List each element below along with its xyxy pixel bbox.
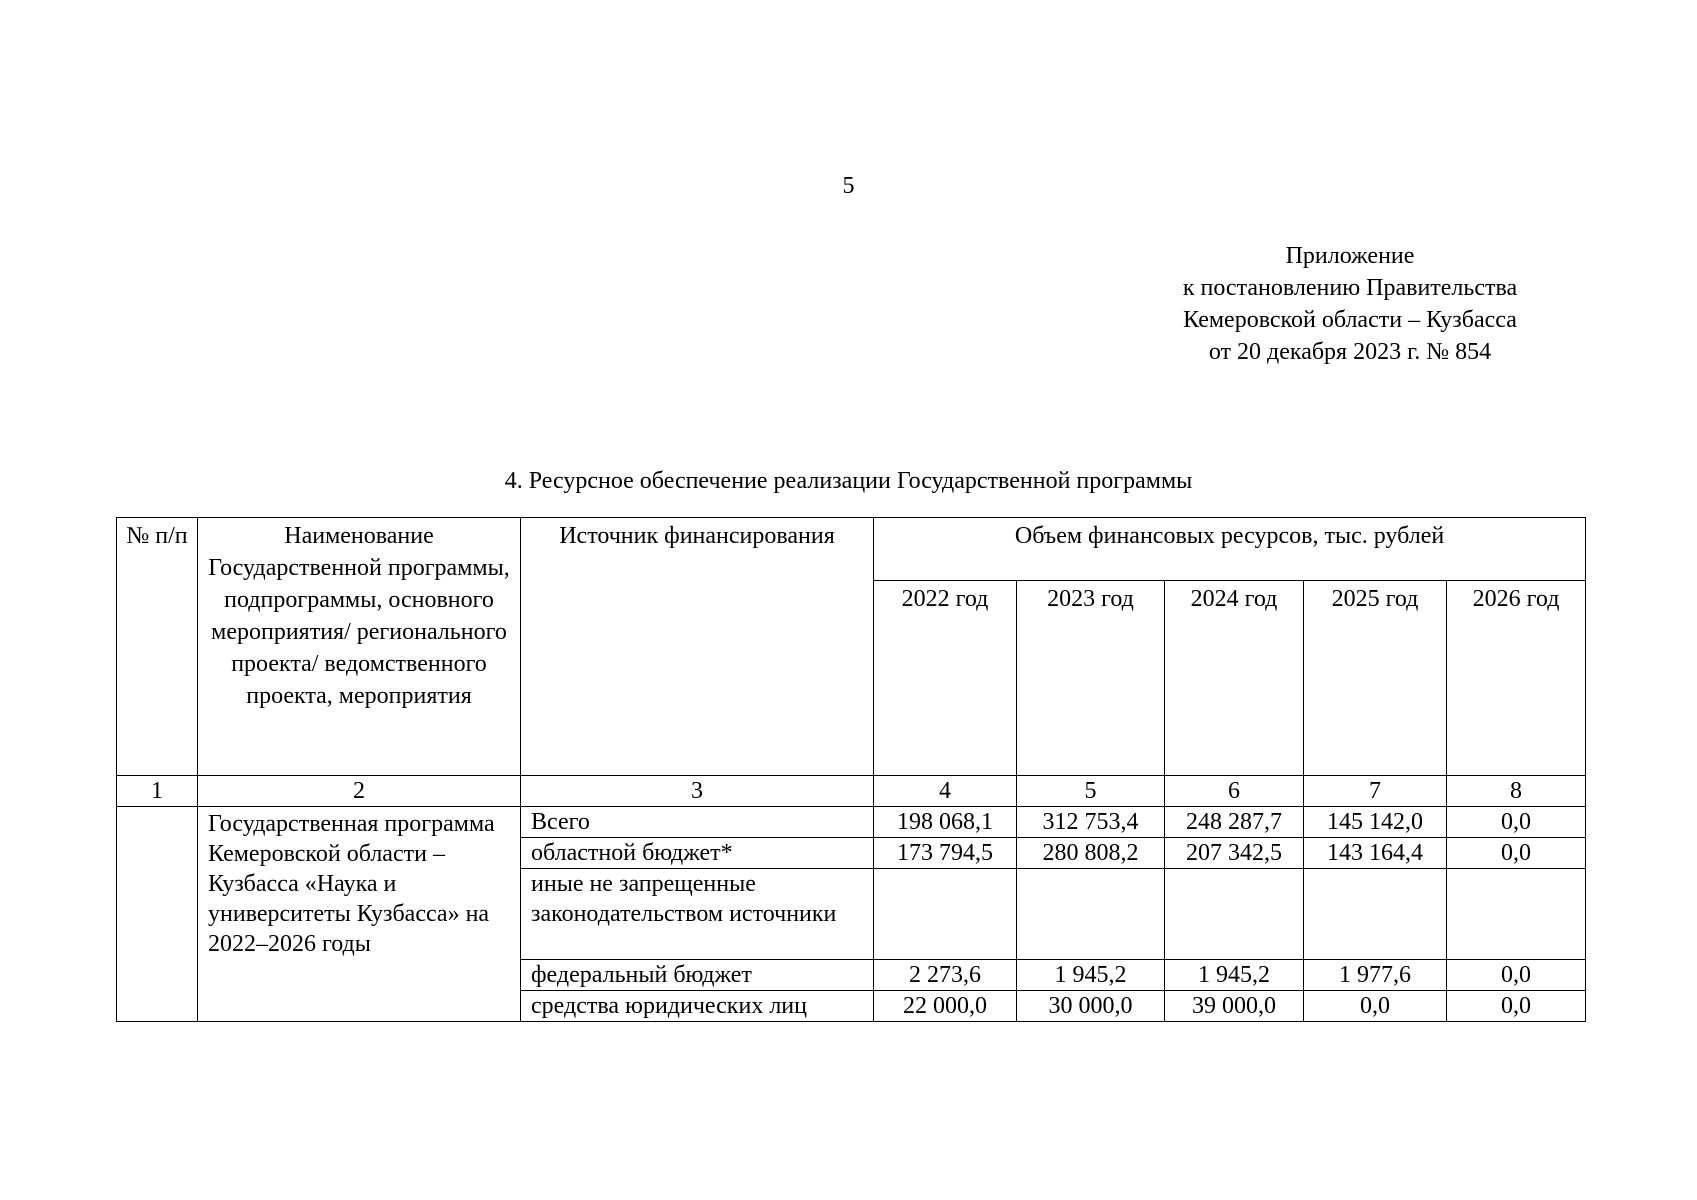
header-year: 2025 год (1304, 581, 1447, 776)
value-cell: 173 794,5 (874, 838, 1017, 869)
header-source: Источник финансирования (521, 518, 874, 776)
value-cell (1165, 869, 1304, 960)
appendix-line: от 20 декабря 2023 г. № 854 (1208, 339, 1492, 365)
column-number: 4 (874, 776, 1017, 807)
header-year: 2026 год (1447, 581, 1586, 776)
value-cell: 2 273,6 (874, 960, 1017, 991)
value-cell (1304, 869, 1447, 960)
header-year: 2023 год (1017, 581, 1165, 776)
value-cell: 0,0 (1447, 960, 1586, 991)
header-volume: Объем финансовых ресурсов, тыс. рублей (874, 518, 1586, 581)
column-number: 2 (198, 776, 521, 807)
table-title: 4. Ресурсное обеспечение реализации Государственной программы (504, 468, 1193, 494)
column-number: 5 (1017, 776, 1165, 807)
funding-source: областной бюджет* (521, 838, 874, 869)
value-cell: 143 164,4 (1304, 838, 1447, 869)
header-year: 2022 год (874, 581, 1017, 776)
program-number (117, 807, 198, 1022)
appendix-line: Приложение (1285, 243, 1415, 269)
column-number-row (117, 776, 1586, 807)
value-cell: 207 342,5 (1165, 838, 1304, 869)
header-year: 2024 год (1165, 581, 1304, 776)
column-number: 6 (1165, 776, 1304, 807)
funding-source: средства юридических лиц (521, 991, 874, 1022)
value-cell: 0,0 (1304, 991, 1447, 1022)
value-cell: 1 945,2 (1165, 960, 1304, 991)
page-number: 5 (842, 173, 855, 199)
value-cell: 39 000,0 (1165, 991, 1304, 1022)
funding-table (116, 517, 1586, 1022)
value-cell (874, 869, 1017, 960)
funding-source: иные не запрещенные законодательством источники (521, 869, 874, 960)
value-cell: 248 287,7 (1165, 807, 1304, 838)
appendix-block (1140, 240, 1560, 368)
value-cell: 30 000,0 (1017, 991, 1165, 1022)
value-cell: 0,0 (1447, 807, 1586, 838)
value-cell: 312 753,4 (1017, 807, 1165, 838)
funding-source: федеральный бюджет (521, 960, 874, 991)
column-number: 3 (521, 776, 874, 807)
value-cell: 22 000,0 (874, 991, 1017, 1022)
header-name: Наименование Государственной программы, подпрограммы, основного мероприятия/ регионального проекта/ ведомственного проекта, мероприятия (198, 518, 521, 776)
value-cell (1017, 869, 1165, 960)
value-cell: 1 977,6 (1304, 960, 1447, 991)
value-cell (1447, 869, 1586, 960)
value-cell: 0,0 (1447, 991, 1586, 1022)
header-row (117, 518, 1586, 581)
column-number: 1 (117, 776, 198, 807)
value-cell: 0,0 (1447, 838, 1586, 869)
appendix-line: Кемеровской области – Кузбасса (1183, 307, 1517, 333)
funding-source: Всего (521, 807, 874, 838)
header-number: № п/п (117, 518, 198, 776)
column-number: 7 (1304, 776, 1447, 807)
program-name: Государственная программа Кемеровской области – Кузбасса «Наука и университеты Кузбасса» на 2022–2026 годы (198, 807, 521, 1022)
table-row (117, 807, 1586, 838)
appendix-line: к постановлению Правительства (1182, 275, 1518, 301)
column-number: 8 (1447, 776, 1586, 807)
value-cell: 145 142,0 (1304, 807, 1447, 838)
value-cell: 198 068,1 (874, 807, 1017, 838)
value-cell: 1 945,2 (1017, 960, 1165, 991)
value-cell: 280 808,2 (1017, 838, 1165, 869)
